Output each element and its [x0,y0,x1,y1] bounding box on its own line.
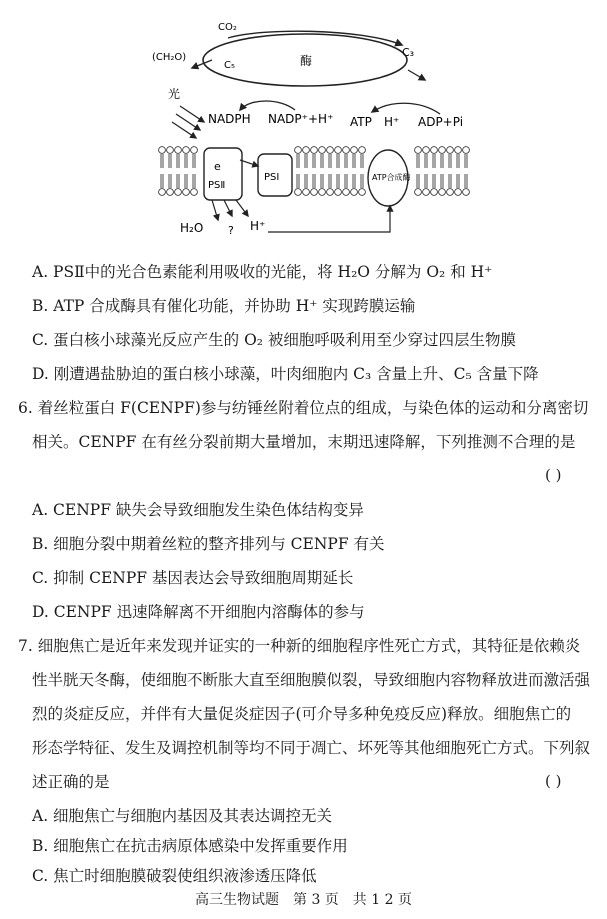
lipid-head [415,147,422,154]
psii-label: PSⅡ [208,180,226,191]
lipid-head [343,189,350,196]
h-plus-arrow [236,200,248,216]
q7-stem-line-3: 烈的炎症反应，并伴有大量促炎症因子(可介导多种免疫反应)释放。细胞焦亡的 [32,705,572,723]
atp-synthase-label: ATP合成酶 [372,173,411,182]
lipid-head [303,147,310,154]
q7-stem-line-2: 性半胱天冬酶，使细胞不断胀大直至细胞膜似裂，导致细胞内容物释放进而激活强 [32,671,591,689]
lipid-head [359,147,366,154]
h-plus-return-line [268,206,390,232]
psii-complex [204,148,242,200]
question-label: ? [228,224,234,237]
h2o-split-arrow [212,200,218,220]
q7-stem-line-4: 形态学特征、发生及调控机制等均不同于凋亡、坏死等其他细胞死亡方式。下列叙 [32,739,591,757]
photosynthesis-diagram [140,10,480,242]
lipid-head [327,147,334,154]
c3-down-arrow [408,70,425,80]
lipid-head [351,147,358,154]
lipid-head [295,147,302,154]
c3-label: C₃ [402,46,415,59]
lipid-head [447,189,454,196]
q5-option-c: C. 蛋白核小球藻光反应产生的 O₂ 被细胞呼吸利用至少穿过四层生物膜 [32,331,516,349]
lipid-head [423,147,430,154]
q6-option-c: C. 抑制 CENPF 基因表达会导致细胞周期延长 [32,569,354,587]
lipid-head [167,189,174,196]
q6-stem-line-2: 相关。CENPF 在有丝分裂前期大量增加，末期迅速降解，下列推测不合理的是 [32,433,576,451]
q6-option-a: A. CENPF 缺失会导致细胞发生染色体结构变异 [32,501,364,519]
c5-label: C₅ [224,60,235,71]
atp-label: ATP [350,115,372,129]
q7-option-c: C. 焦亡时细胞膜破裂使组织液渗透压降低 [32,867,317,885]
q7-option-a: A. 细胞焦亡与细胞内基因及其表达调控无关 [32,807,333,825]
h-plus-top-label: H⁺ [384,115,400,129]
q5-option-a: A. PSⅡ中的光合色素能利用吸收的光能，将 H₂O 分解为 O₂ 和 H⁺ [32,263,493,281]
lipid-head [359,189,366,196]
q7-option-b: B. 细胞焦亡在抗击病原体感染中发挥重要作用 [32,837,348,855]
lipid-head [431,189,438,196]
lipid-head [311,147,318,154]
lipid-head [431,147,438,154]
h2o-label: H₂O [180,221,204,235]
q6-stem-line-1: 6. 着丝粒蛋白 F(CENPF)参与纺锤丝附着位点的组成，与染色体的运动和分离密切 [18,399,589,417]
lipid-head [311,189,318,196]
lipid-head [343,147,350,154]
lipid-head [463,189,470,196]
lipid-head [439,189,446,196]
lipid-head [335,189,342,196]
lipid-head [183,147,190,154]
nadph-cycle-arrow [240,101,295,110]
light-label: 光 [168,87,181,101]
lipid-head [159,189,166,196]
electron-label: e [214,160,221,173]
lipid-head [295,189,302,196]
ch2o-label: (CH₂O) [152,52,187,63]
lipid-head [455,189,462,196]
lipid-head [191,189,198,196]
question-arrow [224,200,232,216]
q7-stem-line-1: 7. 细胞焦亡是近年来发现并证实的一种新的细胞程序性死亡方式，其特征是依赖炎 [18,637,581,655]
adp-label: ADP+Pi [418,115,464,129]
lipid-head [319,147,326,154]
q6-option-b: B. 细胞分裂中期着丝粒的整齐排列与 CENPF 有关 [32,535,385,553]
q5-option-b: B. ATP 合成酶具有催化功能，并协助 H⁺ 实现跨膜运输 [32,297,416,315]
nadph-label: NADPH [208,112,251,126]
c5-to-ch2o-arrow [192,60,212,68]
lipid-head [351,189,358,196]
lipid-head [423,189,430,196]
lipid-head [167,147,174,154]
q5-option-d: D. 刚遭遇盐胁迫的蛋白核小球藻，叶肉细胞内 C₃ 含量上升、C₅ 含量下降 [32,365,539,383]
lipid-head [415,189,422,196]
q7-answer-paren: ( ) [545,772,562,790]
q6-option-d: D. CENPF 迅速降解离不开细胞内溶酶体的参与 [32,603,365,621]
enzyme-label: 酶 [300,54,313,68]
co2-label: CO₂ [218,22,237,33]
lipid-head [183,189,190,196]
q6-answer-paren: ( ) [545,466,562,484]
lipid-head [455,147,462,154]
atp-cycle-arrow [372,103,440,114]
lipid-head [463,147,470,154]
lipid-head [159,147,166,154]
lipid-head [319,189,326,196]
lipid-head [191,147,198,154]
nadp-label: NADP⁺+H⁺ [268,112,334,126]
lipid-head [175,189,182,196]
lipid-head [335,147,342,154]
q7-stem-line-5: 述正确的是 [32,773,110,791]
lipid-head [303,189,310,196]
lipid-head [327,189,334,196]
h-plus-bottom-label: H⁺ [250,219,266,233]
psi-label: PSⅠ [264,172,280,183]
page-footer: 高三生物试题 第 3 页 共 1 2 页 [195,892,412,908]
lipid-head [439,147,446,154]
lipid-head [447,147,454,154]
lipid-head [175,147,182,154]
